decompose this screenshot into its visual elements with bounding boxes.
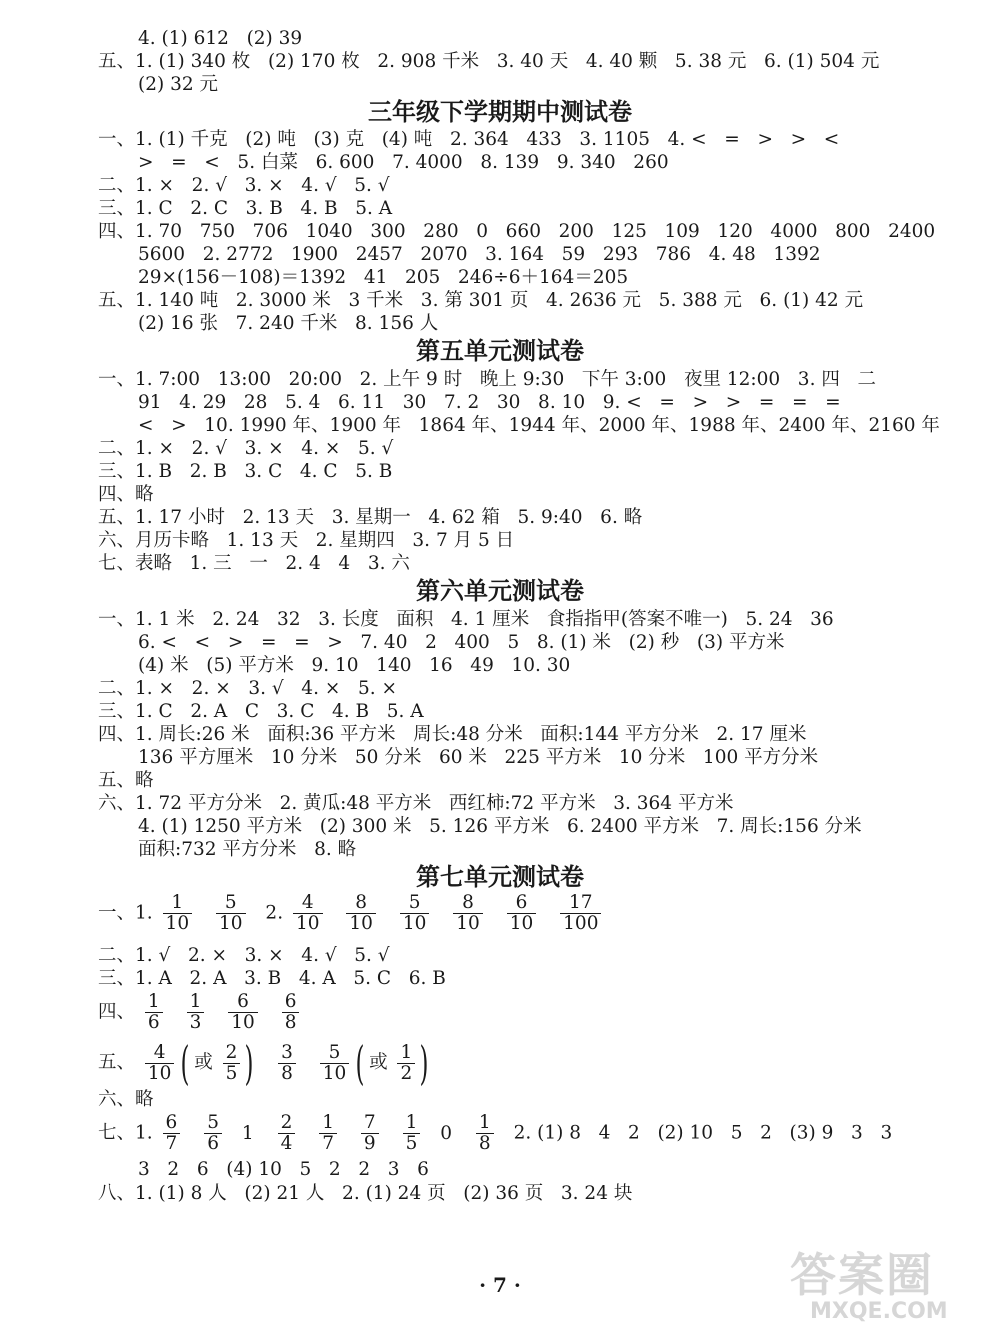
text-line: 一、1. (1) 千克 (2) 吨 (3) 克 (4) 吨 2. 364 433 3. 1105 4. < = > > <: [98, 129, 840, 150]
text-line: 29×(156－108)＝1392 41 205 246÷6＋164＝205: [138, 267, 629, 288]
text-line: 五、1. (1) 340 枚 (2) 170 枚 2. 908 千米 3. 40 天 4. 40 颗 5. 38 元 6. (1) 504 元: [98, 51, 880, 72]
numerator: 1: [403, 1113, 421, 1134]
denominator: 8: [281, 1062, 293, 1084]
text-line: 八、1. (1) 8 人 (2) 21 人 2. (1) 24 页 (2) 36 页 3. 24 块: [98, 1183, 633, 1204]
numerator: 2: [278, 1113, 296, 1134]
text-run: 2. (1) 8 4 2 (2) 10 5 2 (3) 9 3 3: [513, 1122, 893, 1144]
text-line: 4. (1) 1250 平方米 (2) 300 米 5. 126 平方米 6. 2400 平方米 7. 周长:156 分米: [138, 816, 862, 837]
numerator: 5: [400, 893, 430, 914]
text-line: 面积:732 平方分米 8. 略: [138, 839, 357, 860]
numerator: 1: [476, 1113, 494, 1134]
fraction: [145, 992, 163, 1033]
or-label: 或: [194, 1052, 213, 1073]
denominator: 10: [147, 1062, 172, 1084]
numerator: 1: [145, 992, 163, 1013]
text-line: 五、略: [98, 770, 154, 791]
watermark-main: 答案圈: [790, 1248, 934, 1302]
fraction: [293, 893, 323, 934]
text-line: 三、1. A 2. A 3. B 4. A 5. C 6. B: [98, 968, 446, 989]
text-line: 四、1. 周长:26 米 面积:36 平方米 周长:48 分米 面积:144 平方分米 2. 17 厘米: [98, 724, 807, 745]
fraction: [361, 1113, 379, 1154]
fraction: [560, 893, 601, 934]
denominator: 3: [189, 1012, 202, 1033]
fraction: [403, 1113, 421, 1154]
text-line: 五、1. 140 吨 2. 3000 米 3 千米 3. 第 301 页 4. 2636 元 5. 388 元 6. (1) 42 元: [98, 290, 864, 311]
fraction: [320, 1043, 350, 1084]
label: 四、: [98, 1001, 136, 1023]
label: 一、1.: [98, 902, 153, 924]
fraction: [397, 1043, 415, 1084]
text-line: 七、表略 1. 三 一 2. 4 4 3. 六: [98, 553, 410, 574]
denominator: 100: [563, 913, 599, 934]
denominator: 10: [349, 913, 373, 934]
fraction: [507, 893, 537, 934]
question-line-4: [98, 992, 958, 1033]
denominator: 7: [322, 1133, 335, 1154]
fraction: [216, 893, 246, 934]
numerator: 6: [163, 1113, 181, 1134]
section-title-unit7: 第七单元测试卷: [416, 863, 584, 891]
fraction: [282, 992, 300, 1033]
numerator: 5: [320, 1043, 350, 1064]
value: 0: [440, 1122, 453, 1144]
fraction: [476, 1113, 494, 1154]
numerator: 4: [293, 893, 323, 914]
page-number: · 7 ·: [479, 1273, 521, 1297]
numerator: 6: [507, 893, 537, 914]
numerator: 6: [282, 992, 300, 1013]
close-paren: ): [419, 1036, 429, 1090]
text-line: 3 2 6 (4) 10 5 2 2 3 6: [138, 1159, 429, 1180]
denominator: 9: [363, 1133, 376, 1154]
label: 2.: [265, 902, 284, 924]
denominator: 8: [478, 1133, 491, 1154]
text-line: 二、1. √ 2. × 3. × 4. √ 5. √: [98, 945, 390, 966]
text-line: 三、1. B 2. B 3. C 4. C 5. B: [98, 461, 393, 482]
numerator: 1: [163, 893, 193, 914]
question-line-5: [98, 1036, 958, 1090]
denominator: 10: [295, 913, 320, 934]
text-line: 三、1. C 2. C 3. B 4. B 5. A: [98, 198, 393, 219]
fraction: [400, 893, 430, 934]
fraction: [187, 992, 205, 1033]
text-line: 4. (1) 612 (2) 39: [138, 28, 303, 49]
text-line: 91 4. 29 28 5. 4 6. 11 30 7. 2 30 8. 10 9. < = > > = = =: [138, 392, 841, 413]
numerator: 7: [361, 1113, 379, 1134]
denominator: 6: [147, 1012, 160, 1033]
numerator: 2: [223, 1043, 241, 1064]
text-line: > = < 5. 白菜 6. 600 7. 4000 8. 139 9. 340 260: [138, 152, 669, 173]
text-line: 136 平方厘米 10 分米 50 分米 60 米 225 平方米 10 分米 100 平方分米: [138, 747, 819, 768]
text-line: (4) 米 (5) 平方米 9. 10 140 16 49 10. 30: [138, 655, 571, 676]
open-paren: (: [355, 1036, 365, 1090]
text-line: 二、1. × 2. √ 3. × 4. × 5. √: [98, 438, 394, 459]
close-paren: ): [244, 1036, 254, 1090]
watermark: [790, 1250, 990, 1330]
text-line: 六、月历卡略 1. 13 天 2. 星期四 3. 7 月 5 日: [98, 530, 515, 551]
denominator: 10: [218, 913, 243, 934]
numerator: 1: [187, 992, 205, 1013]
fraction: [453, 893, 483, 934]
numerator: 17: [560, 893, 601, 914]
numerator: 6: [228, 992, 258, 1013]
fraction: [163, 893, 193, 934]
fraction: [278, 1113, 296, 1154]
text-line: 六、略: [98, 1089, 154, 1110]
question-line-1: [98, 893, 958, 934]
question-line-7: [98, 1113, 958, 1154]
fraction: [228, 992, 258, 1033]
denominator: 2: [400, 1062, 413, 1084]
fraction: [278, 1043, 296, 1084]
value: 1: [241, 1122, 254, 1144]
text-line: 二、1. × 2. √ 3. × 4. √ 5. √: [98, 175, 390, 196]
text-line: 三、1. C 2. A C 3. C 4. B 5. A: [98, 701, 424, 722]
numerator: 4: [145, 1043, 175, 1064]
text-line: 一、1. 1 米 2. 24 32 3. 长度 面积 4. 1 厘米 食指指甲(答案不唯一) 5. 24 36: [98, 609, 834, 630]
fraction: [163, 1113, 181, 1154]
numerator: 8: [453, 893, 483, 914]
text-line: < > 10. 1990 年、1900 年 1864 年、1944 年、2000 年、1988 年、2400 年、2160 年: [138, 415, 940, 436]
section-title-unit6: 第六单元测试卷: [416, 577, 584, 605]
fraction: [319, 1113, 337, 1154]
text-line: 二、1. × 2. × 3. √ 4. × 5. ×: [98, 678, 398, 699]
text-line: 四、略: [98, 484, 154, 505]
denominator: 10: [322, 1062, 347, 1084]
denominator: 5: [405, 1133, 418, 1154]
numerator: 8: [346, 893, 376, 914]
text-line: 五、1. 17 小时 2. 13 天 3. 星期一 4. 62 箱 5. 9:40 6. 略: [98, 507, 643, 528]
label: 七、1.: [98, 1122, 153, 1144]
numerator: 1: [319, 1113, 337, 1134]
numerator: 5: [204, 1113, 222, 1134]
watermark-site: MXQE.COM: [810, 1299, 948, 1324]
or-label: 或: [369, 1052, 388, 1073]
denominator: 10: [231, 1012, 255, 1033]
denominator: 8: [284, 1012, 297, 1033]
numerator: 5: [216, 893, 246, 914]
denominator: 10: [509, 913, 534, 934]
denominator: 6: [207, 1133, 219, 1154]
denominator: 4: [280, 1133, 293, 1154]
numerator: 1: [397, 1043, 415, 1064]
denominator: 10: [456, 913, 480, 934]
fraction: [346, 893, 376, 934]
denominator: 7: [165, 1133, 178, 1154]
text-line: (2) 32 元: [138, 74, 219, 95]
numerator: 3: [278, 1043, 296, 1064]
fraction: [145, 1043, 175, 1084]
text-line: 六、1. 72 平方分米 2. 黄瓜:48 平方米 西红柿:72 平方米 3. 364 平方米: [98, 793, 734, 814]
section-title-unit5: 第五单元测试卷: [416, 337, 584, 365]
denominator: 10: [402, 913, 427, 934]
text-line: 5600 2. 2772 1900 2457 2070 3. 164 59 293 786 4. 48 1392: [138, 244, 821, 265]
text-line: 6. < < > = = > 7. 40 2 400 5 8. (1) 米 (2) 秒 (3) 平方米: [138, 632, 785, 653]
denominator: 10: [165, 913, 190, 934]
section-title-midterm: 三年级下学期期中测试卷: [368, 98, 632, 126]
fraction: [204, 1113, 222, 1154]
denominator: 5: [225, 1062, 238, 1084]
fraction: [223, 1043, 241, 1084]
label: 五、: [98, 1052, 136, 1073]
text-line: 一、1. 7:00 13:00 20:00 2. 上午 9 时 晚上 9:30 下午 3:00 夜里 12:00 3. 四 二: [98, 369, 876, 390]
text-line: 四、1. 70 750 706 1040 300 280 0 660 200 125 109 120 4000 800 2400: [98, 221, 936, 242]
open-paren: (: [180, 1036, 190, 1090]
text-line: (2) 16 张 7. 240 千米 8. 156 人: [138, 313, 439, 334]
